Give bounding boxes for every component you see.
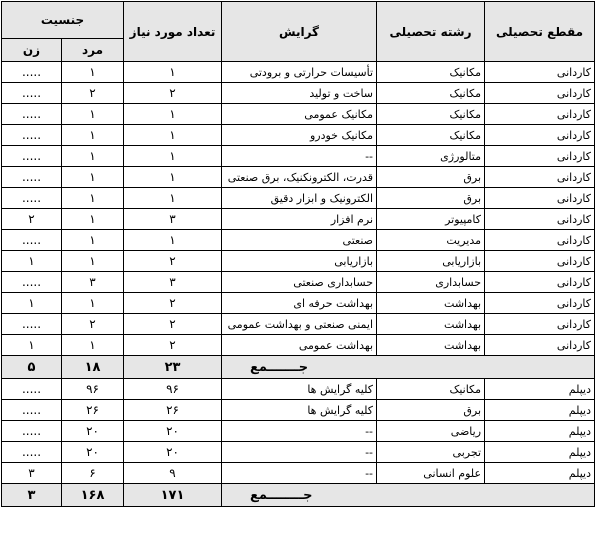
cell-count: ۱ bbox=[124, 230, 222, 251]
cell-field: علوم انسانی bbox=[377, 463, 485, 484]
cell-level: کاردانی bbox=[485, 209, 595, 230]
cell-male: ۱ bbox=[62, 125, 124, 146]
cell-count: ۲ bbox=[124, 83, 222, 104]
cell-field: بهداشت bbox=[377, 335, 485, 356]
cell-orientation: مکانیک عمومی bbox=[222, 104, 377, 125]
cell-male: ۹۶ bbox=[62, 379, 124, 400]
cell-orientation: مکانیک خودرو bbox=[222, 125, 377, 146]
header-level: مقطع تحصیلی bbox=[485, 2, 595, 62]
table-row bbox=[2, 125, 595, 146]
total-male: ۱۸ bbox=[62, 356, 124, 379]
cell-orientation: الکترونیک و ابزار دقیق bbox=[222, 188, 377, 209]
cell-field: حسابداری bbox=[377, 272, 485, 293]
cell-level: کاردانی bbox=[485, 167, 595, 188]
cell-field: برق bbox=[377, 188, 485, 209]
cell-count: ۲ bbox=[124, 251, 222, 272]
cell-count: ۱ bbox=[124, 62, 222, 83]
total-row bbox=[2, 484, 595, 507]
cell-level: کاردانی bbox=[485, 125, 595, 146]
total-count: ۱۷۱ bbox=[124, 484, 222, 507]
cell-female: ..... bbox=[2, 125, 62, 146]
header-male: مرد bbox=[62, 39, 124, 62]
cell-orientation: کلیه گرایش ها bbox=[222, 379, 377, 400]
table-row bbox=[2, 251, 595, 272]
cell-count: ۲ bbox=[124, 293, 222, 314]
cell-female: ..... bbox=[2, 167, 62, 188]
cell-field: مکانیک bbox=[377, 125, 485, 146]
table-row bbox=[2, 209, 595, 230]
cell-level: کاردانی bbox=[485, 104, 595, 125]
table-row bbox=[2, 83, 595, 104]
header-orientation: گرایش bbox=[222, 2, 377, 62]
cell-count: ۲۶ bbox=[124, 400, 222, 421]
table-row bbox=[2, 463, 595, 484]
cell-level: دیپلم bbox=[485, 421, 595, 442]
cell-level: کاردانی bbox=[485, 293, 595, 314]
total-female: ۳ bbox=[2, 484, 62, 507]
cell-level: دیپلم bbox=[485, 379, 595, 400]
cell-level: کاردانی bbox=[485, 272, 595, 293]
cell-count: ۲۰ bbox=[124, 442, 222, 463]
cell-level: دیپلم bbox=[485, 442, 595, 463]
cell-male: ۲ bbox=[62, 314, 124, 335]
cell-field: مکانیک bbox=[377, 379, 485, 400]
cell-count: ۲ bbox=[124, 335, 222, 356]
cell-male: ۲ bbox=[62, 83, 124, 104]
cell-male: ۲۰ bbox=[62, 421, 124, 442]
cell-female: ..... bbox=[2, 146, 62, 167]
table-row bbox=[2, 272, 595, 293]
cell-female: ..... bbox=[2, 62, 62, 83]
cell-level: دیپلم bbox=[485, 400, 595, 421]
cell-level: کاردانی bbox=[485, 83, 595, 104]
table-row bbox=[2, 314, 595, 335]
header-row bbox=[2, 2, 595, 39]
cell-orientation: -- bbox=[222, 463, 377, 484]
table-row bbox=[2, 167, 595, 188]
cell-male: ۱ bbox=[62, 62, 124, 83]
table-row bbox=[2, 442, 595, 463]
cell-orientation: تأسیسات حرارتی و برودتی bbox=[222, 62, 377, 83]
table-row bbox=[2, 379, 595, 400]
cell-male: ۳ bbox=[62, 272, 124, 293]
cell-female: ..... bbox=[2, 379, 62, 400]
cell-count: ۳ bbox=[124, 272, 222, 293]
cell-level: کاردانی bbox=[485, 335, 595, 356]
cell-field: بهداشت bbox=[377, 293, 485, 314]
cell-count: ۱ bbox=[124, 125, 222, 146]
total-label: جــــــــمع bbox=[222, 484, 595, 507]
cell-count: ۱ bbox=[124, 167, 222, 188]
cell-female: ..... bbox=[2, 272, 62, 293]
header-count: تعداد مورد نیاز bbox=[124, 2, 222, 62]
table-row bbox=[2, 104, 595, 125]
cell-count: ۹ bbox=[124, 463, 222, 484]
cell-female: ..... bbox=[2, 442, 62, 463]
table-row bbox=[2, 188, 595, 209]
cell-orientation: قدرت، الکترونکنیک، برق صنعتی bbox=[222, 167, 377, 188]
cell-male: ۱ bbox=[62, 146, 124, 167]
cell-count: ۳ bbox=[124, 209, 222, 230]
cell-female: ۲ bbox=[2, 209, 62, 230]
cell-orientation: ساخت و تولید bbox=[222, 83, 377, 104]
cell-orientation: -- bbox=[222, 442, 377, 463]
cell-field: کامپیوتر bbox=[377, 209, 485, 230]
cell-female: ..... bbox=[2, 314, 62, 335]
requirements-table-wrapper bbox=[0, 1, 595, 546]
total-row bbox=[2, 356, 595, 379]
cell-female: ۳ bbox=[2, 463, 62, 484]
cell-level: کاردانی bbox=[485, 146, 595, 167]
cell-count: ۱ bbox=[124, 188, 222, 209]
cell-level: دیپلم bbox=[485, 463, 595, 484]
cell-field: تجربی bbox=[377, 442, 485, 463]
cell-male: ۲۶ bbox=[62, 400, 124, 421]
total-label: جـــــــمع bbox=[222, 356, 595, 379]
cell-male: ۱ bbox=[62, 230, 124, 251]
cell-male: ۱ bbox=[62, 293, 124, 314]
cell-count: ۲۰ bbox=[124, 421, 222, 442]
cell-level: کاردانی bbox=[485, 251, 595, 272]
cell-female: ..... bbox=[2, 230, 62, 251]
header-gender: جنسیت bbox=[2, 2, 124, 39]
table-row bbox=[2, 146, 595, 167]
cell-male: ۱ bbox=[62, 335, 124, 356]
cell-orientation: نرم افزار bbox=[222, 209, 377, 230]
cell-female: ۱ bbox=[2, 251, 62, 272]
cell-female: ..... bbox=[2, 188, 62, 209]
cell-male: ۱ bbox=[62, 209, 124, 230]
cell-field: بازاریابی bbox=[377, 251, 485, 272]
cell-male: ۱ bbox=[62, 167, 124, 188]
cell-orientation: -- bbox=[222, 421, 377, 442]
cell-field: برق bbox=[377, 400, 485, 421]
cell-orientation: بهداشت عمومی bbox=[222, 335, 377, 356]
cell-level: کاردانی bbox=[485, 188, 595, 209]
cell-field: مکانیک bbox=[377, 104, 485, 125]
cell-count: ۹۶ bbox=[124, 379, 222, 400]
cell-count: ۲ bbox=[124, 314, 222, 335]
cell-orientation: صنعتی bbox=[222, 230, 377, 251]
table-row bbox=[2, 400, 595, 421]
total-count: ۲۳ bbox=[124, 356, 222, 379]
cell-female: ..... bbox=[2, 421, 62, 442]
cell-female: ..... bbox=[2, 104, 62, 125]
header-field: رشته تحصیلی bbox=[377, 2, 485, 62]
cell-male: ۱ bbox=[62, 251, 124, 272]
cell-male: ۱ bbox=[62, 188, 124, 209]
table-row bbox=[2, 421, 595, 442]
cell-orientation: ایمنی صنعتی و بهداشت عمومی bbox=[222, 314, 377, 335]
cell-orientation: بازاریابی bbox=[222, 251, 377, 272]
cell-count: ۱ bbox=[124, 146, 222, 167]
cell-field: مکانیک bbox=[377, 62, 485, 83]
table-body bbox=[2, 62, 595, 507]
cell-orientation: -- bbox=[222, 146, 377, 167]
cell-level: کاردانی bbox=[485, 62, 595, 83]
total-male: ۱۶۸ bbox=[62, 484, 124, 507]
cell-level: کاردانی bbox=[485, 314, 595, 335]
table-row bbox=[2, 335, 595, 356]
cell-field: برق bbox=[377, 167, 485, 188]
table-row bbox=[2, 230, 595, 251]
table-row bbox=[2, 62, 595, 83]
cell-field: متالورژی bbox=[377, 146, 485, 167]
cell-field: بهداشت bbox=[377, 314, 485, 335]
cell-male: ۲۰ bbox=[62, 442, 124, 463]
cell-orientation: حسابداری صنعتی bbox=[222, 272, 377, 293]
cell-female: ..... bbox=[2, 400, 62, 421]
cell-male: ۱ bbox=[62, 104, 124, 125]
cell-male: ۶ bbox=[62, 463, 124, 484]
cell-female: ۱ bbox=[2, 335, 62, 356]
cell-field: مکانیک bbox=[377, 83, 485, 104]
requirements-table bbox=[1, 1, 595, 507]
total-female: ۵ bbox=[2, 356, 62, 379]
table-row bbox=[2, 293, 595, 314]
cell-female: ..... bbox=[2, 83, 62, 104]
cell-level: کاردانی bbox=[485, 230, 595, 251]
cell-orientation: بهداشت حرفه ای bbox=[222, 293, 377, 314]
cell-orientation: کلیه گرایش ها bbox=[222, 400, 377, 421]
cell-field: مدیریت bbox=[377, 230, 485, 251]
header-female: زن bbox=[2, 39, 62, 62]
cell-field: ریاضی bbox=[377, 421, 485, 442]
cell-female: ۱ bbox=[2, 293, 62, 314]
cell-count: ۱ bbox=[124, 104, 222, 125]
